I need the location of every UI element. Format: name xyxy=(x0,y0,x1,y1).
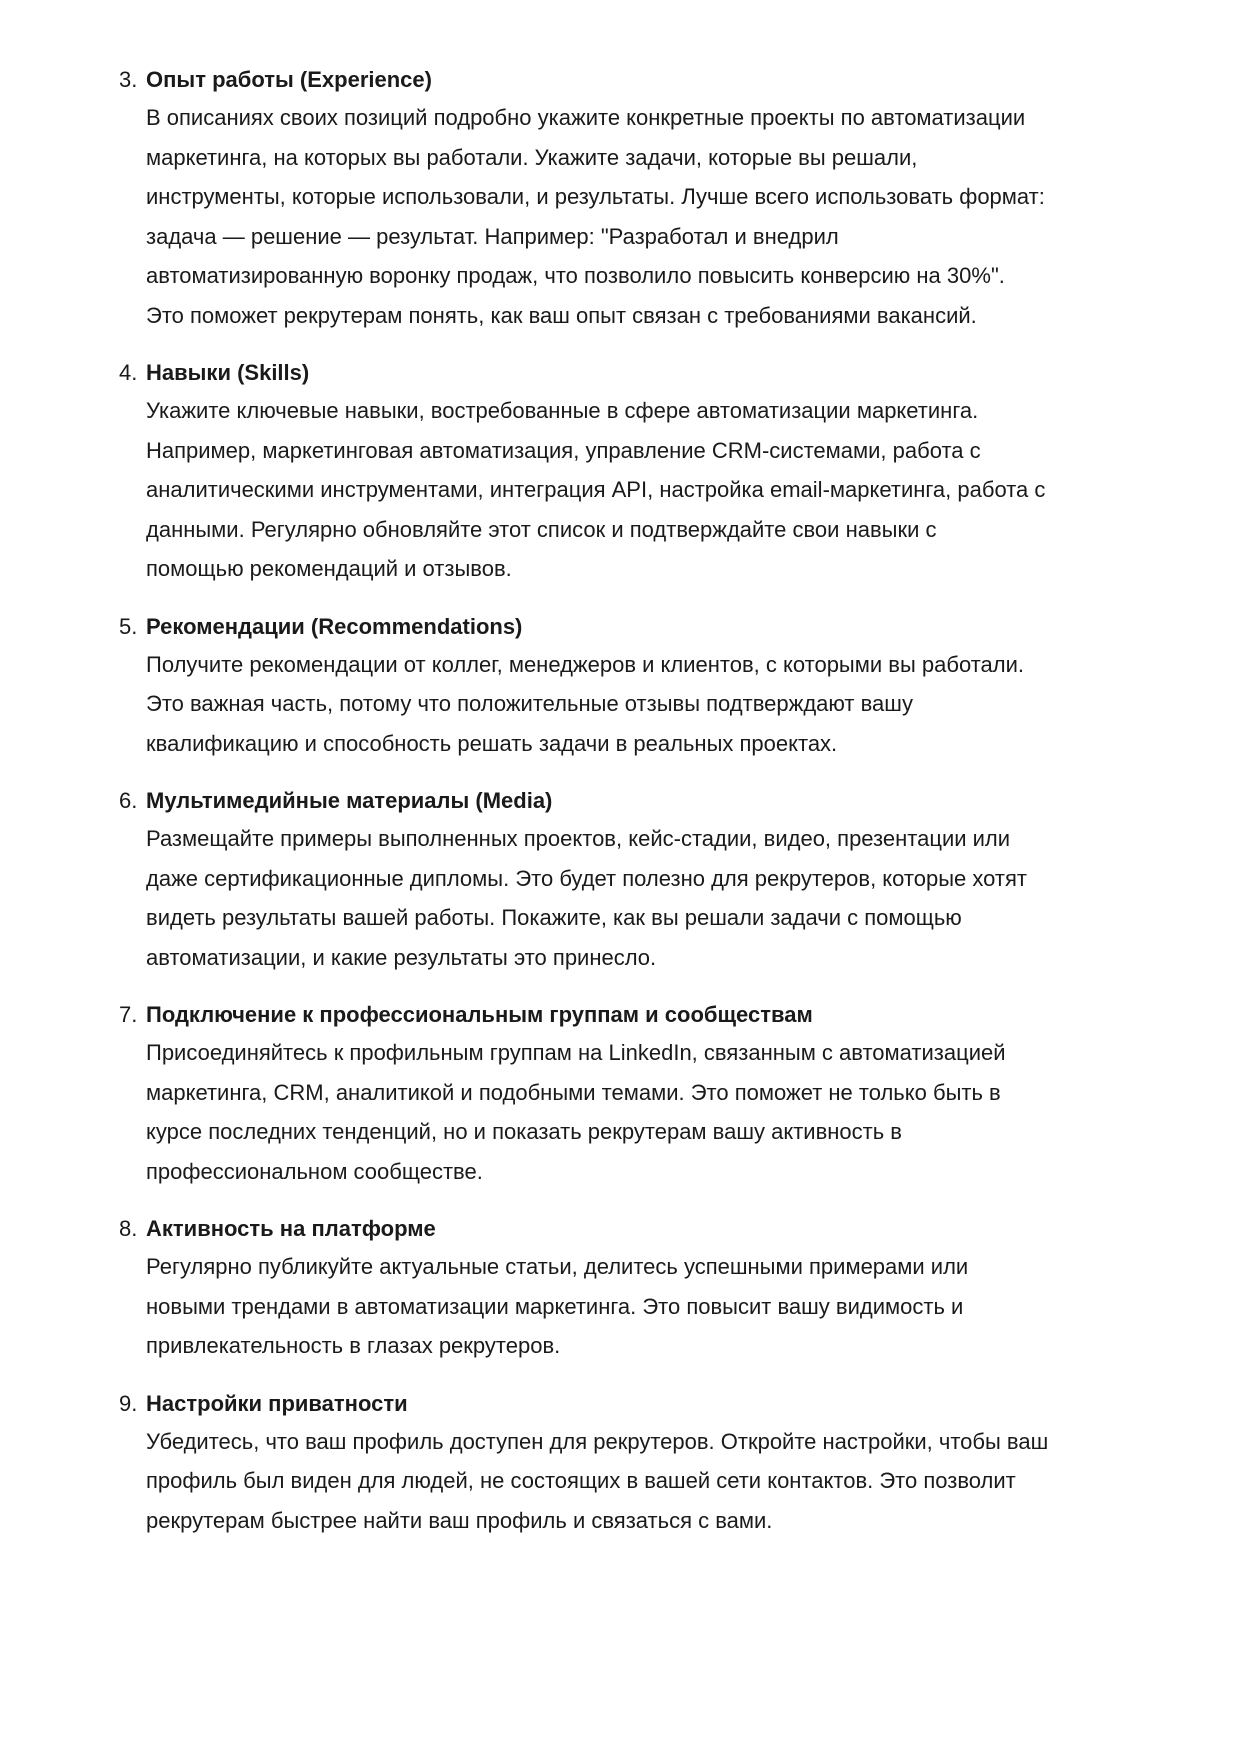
item-title: Мультимедийные материалы (Media) xyxy=(146,788,553,813)
item-number: 4. xyxy=(119,360,138,385)
item-number: 9. xyxy=(119,1390,138,1416)
item-text: Убедитесь, что ваш профиль доступен для рекрутеров. Откройте настройки, чтобы ваш профиль был виден для людей, не состоящих в вашей сети контактов. Это позволит рекрутерам быстрее найти ваш профиль и связаться с вами. xyxy=(146,1428,1049,1533)
item-title: Настройки приватности xyxy=(146,1390,408,1416)
item-number: 8. xyxy=(119,1216,138,1241)
item-number: 3. xyxy=(119,67,138,92)
item-number: 5. xyxy=(119,613,138,639)
item-text: В описаниях своих позиций подробно укажите конкретные проекты по автоматизации маркетинга, на которых вы работали. Укажите задачи, которые вы решали, инструменты, которые использовали, и результаты. Лучше всего использовать формат: задача — решение — результат. Например: "Разработал и внедрил автоматизированную воронку продаж, что позволило повысить конверсию на 30%". Это поможет рекрутерам понять, как ваш опыт связан с требованиями вакансий. xyxy=(146,105,1045,328)
item-title: Навыки (Skills) xyxy=(146,360,310,385)
item-title: Опыт работы (Experience) xyxy=(146,67,432,92)
item-number: 7. xyxy=(119,1002,138,1027)
list-item-activity xyxy=(116,1213,1166,1366)
numbered-list xyxy=(116,64,1166,1562)
list-item-groups xyxy=(116,999,1166,1191)
item-text: Размещайте примеры выполненных проектов, кейс-стадии, видео, презентации или даже сертификационные дипломы. Это будет полезно для рекрутеров, которые хотят видеть результаты вашей работы. Покажите, как вы решали задачи с помощью автоматизации, и какие результаты это принесло. xyxy=(146,826,1027,970)
item-text: Регулярно публикуйте актуальные статьи, делитесь успешными примерами или новыми трендами в автоматизации маркетинга. Это повысит вашу видимость и привлекательность в глазах рекрутеров. xyxy=(146,1254,969,1358)
list-item-recommendations xyxy=(116,611,1166,764)
item-title: Рекомендации (Recommendations) xyxy=(146,613,523,639)
list-item-privacy xyxy=(116,1388,1166,1541)
list-item-skills xyxy=(116,357,1166,589)
item-title: Активность на платформе xyxy=(146,1216,436,1241)
item-text: Присоединяйтесь к профильным группам на LinkedIn, связанным с автоматизацией маркетинга, CRM, аналитикой и подобными темами. Это поможет не только быть в курсе последних тенденций, но и показать рекрутерам вашу активность в профессиональном сообществе. xyxy=(146,1040,1006,1184)
item-number: 6. xyxy=(119,788,138,813)
item-text: Получите рекомендации от коллег, менеджеров и клиентов, с которыми вы работали. Это важная часть, потому что положительные отзывы подтверждают вашу квалификацию и способность решать задачи в реальных проектах. xyxy=(146,651,1025,756)
list-item-media xyxy=(116,785,1166,977)
item-title: Подключение к профессиональным группам и сообществам xyxy=(146,1002,813,1027)
list-item-experience xyxy=(116,64,1166,335)
item-text: Укажите ключевые навыки, востребованные в сфере автоматизации маркетинга. Например, маркетинговая автоматизация, управление CRM-системами, работа с аналитическими инструментами, интеграция API, настройка email-маркетинга, работа с данными. Регулярно обновляйте этот список и подтверждайте свои навыки с помощью рекомендаций и отзывов. xyxy=(146,398,1046,581)
